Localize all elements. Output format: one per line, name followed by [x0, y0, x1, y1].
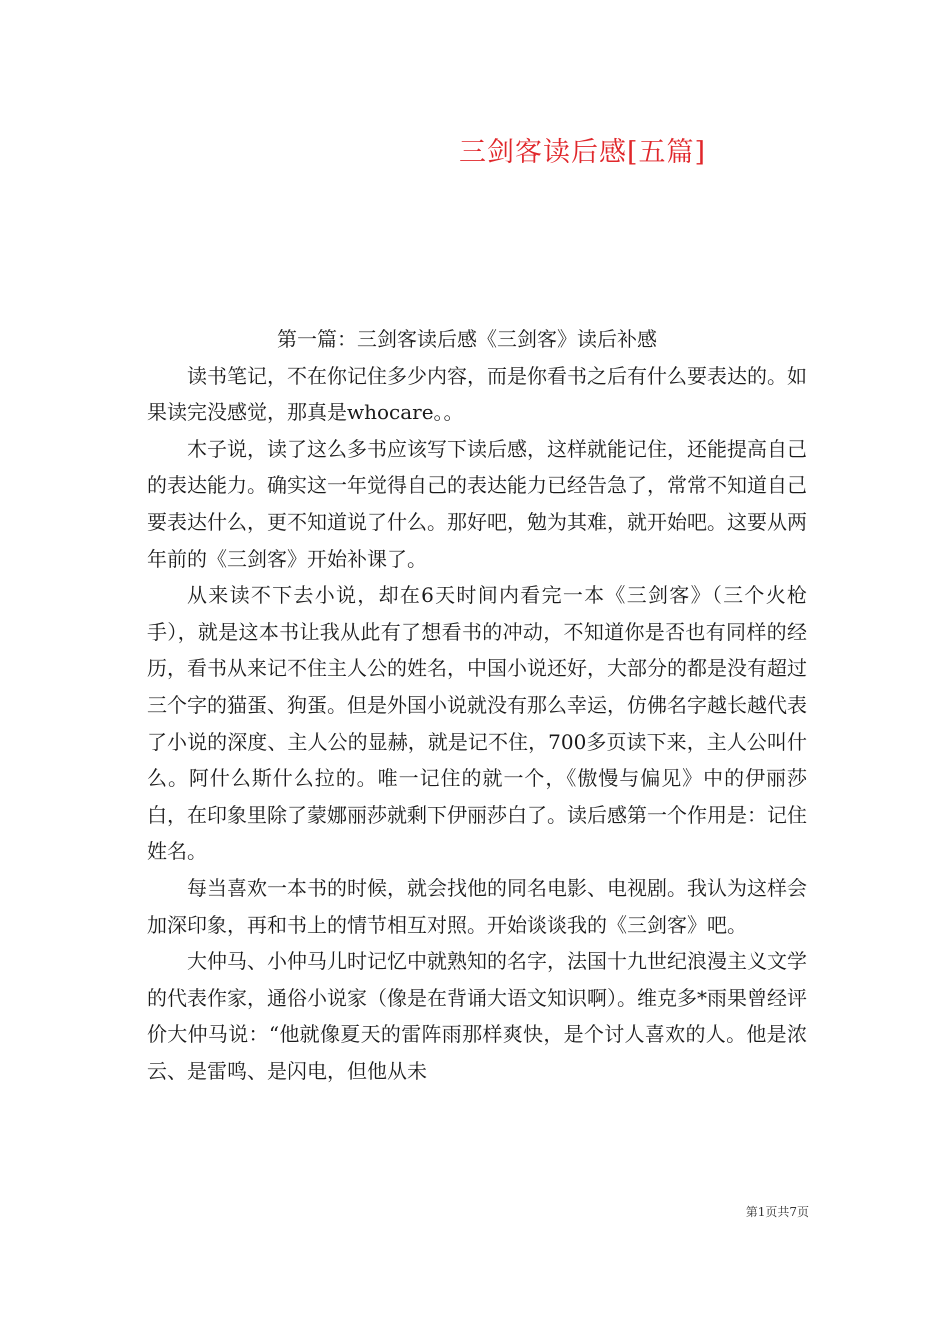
document-body: [147, 321, 807, 1089]
paragraph: 从来读不下去小说，却在6天时间内看完一本《三剑客》（三个火枪手），就是这本书让我从此有了想看书的冲动，不知道你是否也有同样的经历，看书从来记不住主人公的姓名，中国小说还好，大部分的都是没有超过三个字的猫蛋、狗蛋。但是外国小说就没有那么幸运，仿佛名字越长越代表了小说的深度、主人公的显赫，就是记不住，700多页读下来，主人公叫什么。阿什么斯什么拉的。唯一记住的就一个，《傲慢与偏见》中的伊丽莎白，在印象里除了蒙娜丽莎就剩下伊丽莎白了。读后感第一个作用是：记住姓名。: [147, 583, 807, 864]
section-heading: 第一篇：三剑客读后感《三剑客》读后补感: [277, 327, 657, 351]
page-number-footer: 第1页共7页: [745, 1205, 809, 1219]
paragraph: 木子说，读了这么多书应该写下读后感，这样就能记住，还能提高自己的表达能力。确实这一年觉得自己的表达能力已经告急了，常常不知道自己要表达什么，更不知道说了什么。那好吧，勉为其难，就开始吧。这要从两年前的《三剑客》开始补课了。: [147, 436, 807, 571]
paragraph: 大仲马、小仲马儿时记忆中就熟知的名字，法国十九世纪浪漫主义文学的代表作家，通俗小说家（像是在背诵大语文知识啊）。维克多*雨果曾经评价大仲马说：“他就像夏天的雷阵雨那样爽快，是个讨人喜欢的人。他是浓云、是雷鸣、是闪电，但他从未: [147, 949, 807, 1083]
document-title: 三剑客读后感[五篇]: [458, 137, 707, 168]
paragraph: 每当喜欢一本书的时候，就会找他的同名电影、电视剧。我认为这样会加深印象，再和书上的情节相互对照。开始谈谈我的《三剑客》吧。: [147, 875, 807, 937]
paragraph: 读书笔记，不在你记住多少内容，而是你看书之后有什么要表达的。如果读完没感觉，那真是whocare。。: [147, 363, 807, 425]
